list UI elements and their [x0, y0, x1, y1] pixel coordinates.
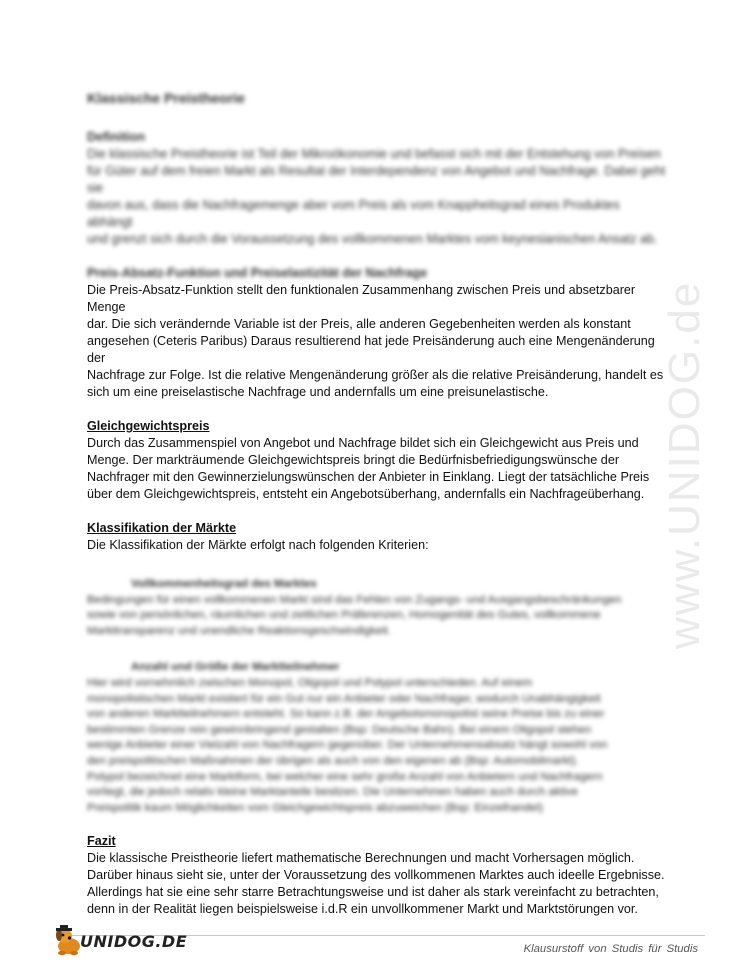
section-heading: Klassifikation der Märkte — [87, 521, 237, 535]
section-definition — [87, 129, 667, 248]
unidog-logo — [52, 925, 188, 957]
text-line: dar. Die sich verändernde Variable ist der Preis, alle anderen Gegebenheiten werden als konstant — [87, 317, 631, 331]
document-body — [87, 90, 667, 918]
text-line: denn in der Realität liegen beispielsweise i.d.R ein unvollkommener Markt und Marktstörungen vor. — [87, 902, 638, 917]
section-preis-absatz — [87, 265, 667, 401]
document-title: Klassische Preistheorie — [87, 90, 245, 106]
text-line: bestimmten Grenze rein gewinnbringend gestalten (Bsp: Deutsche Bahn). Bei einem Oligopol stehen — [87, 723, 592, 736]
text-line: Durch das Zusammenspiel von Angebot und Nachfrage bildet sich ein Gleichgewicht aus Preis und — [87, 436, 639, 450]
text-line: Darüber hinaus sieht sie, unter der Voraussetzung des vollkommenen Marktes auch ideelle Ergebnisse. — [87, 868, 665, 883]
subsection-vollkommenheitsgrad — [87, 577, 667, 639]
text-line: Menge. Der markträumende Gleichgewichtspreis bringt die Bedürfnisbefriedigungswünsche der — [87, 453, 620, 467]
section-klassifikation — [87, 520, 667, 554]
text-line: und grenzt sich durch die Voraussetzung des vollkommenen Marktes vom keynesianischen Ansatz ab. — [87, 232, 658, 246]
text-line: Polypol bezeichnet eine Marktform, bei welcher eine sehr große Anzahl von Anbietern und Nachfragern — [87, 770, 603, 783]
text-line: Preispolitik kaum Möglichkeiten vom Gleichgewichtspreis abzuweichen (Bsp: Einzelhandel) — [87, 801, 543, 814]
text-line: Markttransparenz und unendliche Reaktionsgeschwindigkeit. — [87, 624, 391, 637]
text-line: Die Klassifikation der Märkte erfolgt nach folgenden Kriterien: — [87, 538, 429, 552]
text-line: Die klassische Preistheorie liefert mathematische Berechnungen und macht Vorhersagen möglich. — [87, 851, 635, 866]
section-heading: Gleichgewichtspreis — [87, 419, 210, 433]
subsection-anzahl-groesse — [87, 660, 667, 816]
subsection-heading: Vollkommenheitsgrad des Marktes — [131, 578, 317, 590]
text-line: monopolistischen Markt existiert für ein Gut nur ein Anbieter oder Nachfrager, wodurch Unabhängigkeit — [87, 692, 601, 705]
text-line: angesehen (Ceteris Paribus) Daraus resultierend hat jede Preisänderung auch eine Mengenänderung der — [87, 334, 655, 365]
text-line: Bedingungen für einen vollkommenen Markt sind das Fehlen von Zugangs- und Ausgangsbeschränkungen — [87, 593, 622, 606]
text-line: von anderen Marktteilnehmern entsteht. So kann z.B. der Angebotsmonopolist seine Preise bis zu einer — [87, 708, 605, 721]
text-line: über dem Gleichgewichtspreis, entsteht ein Angebotsüberhang, andernfalls ein Nachfrageüberhang. — [87, 487, 645, 501]
text-line: Die klassische Preistheorie ist Teil der Mikroökonomie und befasst sich mit der Entstehung von Preisen — [87, 147, 661, 161]
section-fazit — [87, 833, 667, 918]
text-line: den preispolitischen Maßnahmen der übrigen als auch von den eigenen ab (Bsp: Automobilmarkt). — [87, 754, 579, 767]
text-line: für Güter auf dem freien Markt als Resultat der Interdependenz von Angebot und Nachfrage. Dabei geht sie — [87, 164, 666, 195]
text-line: Nachfrage zur Folge. Ist die relative Mengenänderung größer als die relative Preisänderung, handelt es — [87, 368, 664, 382]
watermark: www.UNIDOG.de — [660, 280, 709, 650]
text-line: davon aus, dass die Nachfragemenge aber vom Preis als vom Knappheitsgrad eines Produktes abhängt — [87, 198, 620, 229]
section-heading: Fazit — [87, 834, 116, 849]
section-gleichgewichtspreis — [87, 418, 667, 503]
text-line: Allerdings hat sie eine sehr starre Betrachtungsweise und ist daher als stark vereinfacht zu betrachten, — [87, 885, 659, 900]
text-line: vorliegt, die jedoch relativ kleine Marktanteile besitzen. Die Unternehmen haben auch durch aktive — [87, 786, 579, 799]
subsection-heading: Anzahl und Größe der Marktteilnehmer — [131, 661, 340, 674]
text-line: Die Preis-Absatz-Funktion stellt den funktionalen Zusammenhang zwischen Preis und absetzbarer Menge — [87, 283, 636, 314]
text-line: sich um eine preiselastische Nachfrage und andernfalls um eine preisunelastische. — [87, 385, 549, 399]
text-line: sowie von persönlichen, räumlichen und zeitlichen Präferenzen, Homogenität des Gutes, vollkommene — [87, 609, 601, 622]
footer-tagline: Klausurstoff von Studis für Studis — [523, 943, 698, 955]
section-heading: Preis-Absatz-Funktion und Preiselastizität der Nachfrage — [87, 266, 428, 280]
section-heading: Definition — [87, 130, 146, 144]
text-line: wenige Anbieter einer Vielzahl von Nachfragern gegenüber. Der Unternehmensabsatz hängt sowohl von — [87, 739, 608, 752]
logo-text: UNIDOG.DE — [80, 932, 188, 951]
text-line: Nachfrager mit den Gewinnerzielungswünschen der Anbieter in Einklang. Liegt der tatsächliche Preis — [87, 470, 650, 484]
text-line: Hier wird vornehmlich zwischen Monopol, Oligopol und Polypol unterschieden. Auf einem — [87, 676, 533, 689]
